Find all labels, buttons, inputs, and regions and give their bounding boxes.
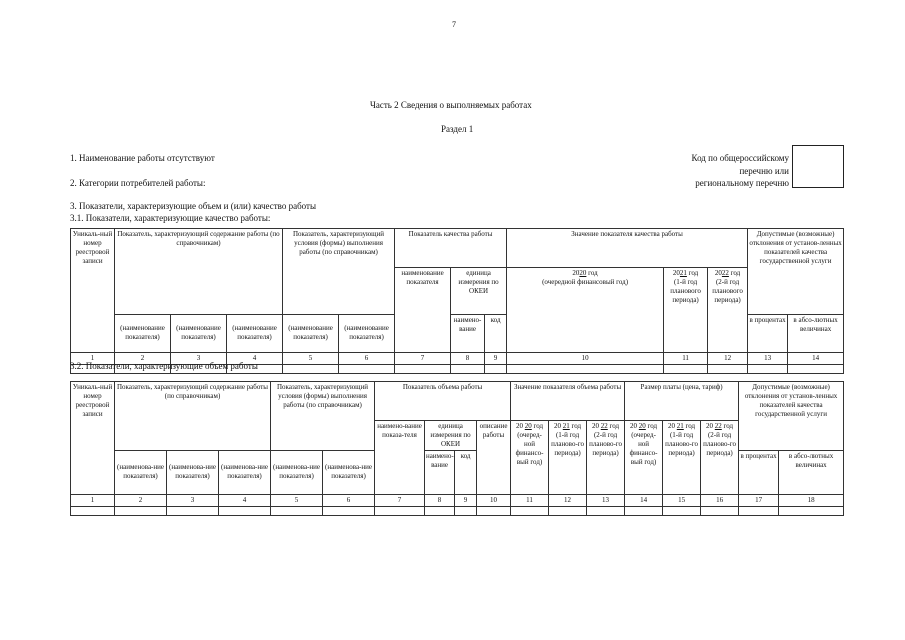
year-subtitle: (1-й год планово-го периода) [665, 430, 698, 457]
column-number: 13 [748, 352, 788, 364]
year-prefix: 20 [706, 421, 714, 430]
year-subtitle: (очеред-ной финансо-вый год) [515, 430, 544, 466]
naim-header: (наименова-ние показателя) [323, 450, 375, 494]
value-year-3-header [587, 420, 625, 494]
column-number: 1 [71, 352, 115, 364]
column-number: 4 [219, 494, 271, 506]
price-year-3-header [701, 420, 739, 494]
year-value: 20 [579, 268, 587, 277]
unit-name-header: наимено-вание [425, 450, 455, 494]
price-header: Размер платы (цена, тариф) [625, 382, 739, 421]
indicator-name-header: наимено-вание показа-теля [375, 420, 425, 494]
volume-table [70, 381, 844, 516]
year-value: 21 [676, 421, 684, 430]
conditions-header: Показатель, характеризующий условия (формы) выполнения работы (по справочникам) [283, 229, 395, 315]
quality-values-header: Значение показателя качества работы [507, 229, 748, 268]
column-number: 9 [455, 494, 477, 506]
column-number: 14 [625, 494, 663, 506]
quality-indicator-header: Показатель качества работы [395, 229, 507, 268]
table-cell[interactable] [219, 506, 271, 515]
year-value: 20 [524, 421, 532, 430]
column-number: 10 [477, 494, 511, 506]
year-value: 22 [721, 268, 729, 277]
unique-number-header: Уникаль-ный номер реестровой записи [71, 382, 115, 495]
content-header: Показатель, характеризующий содержание работы (по справочникам) [115, 229, 283, 315]
column-number: 10 [507, 352, 664, 364]
column-number: 7 [375, 494, 425, 506]
naim-header: (наименование показателя) [339, 314, 395, 352]
year-subtitle: (2-й год планово-го периода) [703, 430, 736, 457]
table-cell[interactable] [375, 506, 425, 515]
column-number: 1 [71, 494, 115, 506]
indicator-name-header: наименование показателя [395, 267, 451, 352]
year-2-header [664, 267, 708, 352]
year-subtitle: (очеред-ной финансо-вый год) [629, 430, 658, 466]
year-subtitle: (1-й год планового периода) [670, 277, 701, 304]
year-suffix: год [683, 421, 696, 430]
naim-header: (наименование показателя) [227, 314, 283, 352]
table-cell[interactable] [71, 506, 115, 515]
year-suffix: год [728, 268, 741, 277]
code-label [692, 152, 789, 190]
table-cell[interactable] [507, 364, 664, 373]
code-label-line: региональному перечню [695, 178, 789, 188]
table-cell[interactable] [115, 506, 167, 515]
code-label-line: Код по общероссийскому [691, 153, 789, 163]
section-title: Раздел 1 [441, 124, 474, 134]
year-prefix: 20 [572, 268, 580, 277]
percent-header: в процентах [739, 450, 779, 494]
naim-header: (наименование показателя) [171, 314, 227, 352]
year-suffix: год [607, 421, 620, 430]
year-suffix: год [645, 421, 658, 430]
column-number: 6 [323, 494, 375, 506]
indicators-heading: 3. Показатели, характеризующие объем и (или) качество работы [70, 201, 317, 211]
column-number: 8 [425, 494, 455, 506]
year-suffix: год [531, 421, 544, 430]
year-prefix: 20 [714, 268, 722, 277]
volume-heading: 3.2. Показатели, характеризующие объем работы [70, 361, 258, 371]
year-1-header [507, 267, 664, 352]
column-number: 3 [171, 352, 227, 364]
column-number: 5 [283, 352, 339, 364]
unit-code-header: код [455, 450, 477, 494]
table-cell[interactable] [485, 364, 507, 373]
year-subtitle: (2-й год планового периода) [712, 277, 743, 304]
volume-values-header: Значение показателя объема работы [511, 382, 625, 421]
table-cell[interactable] [455, 506, 477, 515]
year-prefix: 20 [516, 421, 524, 430]
naim-header: (наименова-ние показателя) [115, 450, 167, 494]
column-number: 11 [511, 494, 549, 506]
price-year-2-header [663, 420, 701, 494]
column-number: 15 [663, 494, 701, 506]
table-cell[interactable] [511, 506, 549, 515]
deviation-spacer [748, 267, 844, 314]
year-subtitle: (очередной финансовый год) [542, 277, 629, 286]
year-value: 20 [638, 421, 646, 430]
quality-heading: 3.1. Показатели, характеризующие качество работы: [70, 213, 271, 223]
column-number: 11 [664, 352, 708, 364]
table-cell[interactable] [451, 364, 485, 373]
unit-header: единица измерения по ОКЕИ [451, 267, 507, 314]
column-number: 9 [485, 352, 507, 364]
column-number: 14 [788, 352, 844, 364]
part-title: Часть 2 Сведения о выполняемых работах [370, 100, 532, 110]
year-suffix: год [586, 268, 598, 277]
year-prefix: 20 [672, 268, 680, 277]
table-cell[interactable] [283, 364, 339, 373]
column-number: 2 [115, 494, 167, 506]
consumer-categories: 2. Категории потребителей работы: [70, 178, 206, 188]
year-suffix: год [721, 421, 734, 430]
value-year-1-header [511, 420, 549, 494]
table-cell[interactable] [701, 506, 739, 515]
year-subtitle: (1-й год планово-го периода) [551, 430, 584, 457]
column-number: 3 [167, 494, 219, 506]
year-3-header [708, 267, 748, 352]
table-cell[interactable] [739, 506, 779, 515]
unit-name-header: наимено-вание [451, 314, 485, 352]
table-cell[interactable] [477, 506, 511, 515]
naim-header: (наименование показателя) [115, 314, 171, 352]
value-year-2-header [549, 420, 587, 494]
column-number: 12 [708, 352, 748, 364]
table-cell[interactable] [625, 506, 663, 515]
year-prefix: 20 [630, 421, 638, 430]
year-suffix: год [569, 421, 582, 430]
content-header: Показатель, характеризующий содержание работы (по справочникам) [115, 382, 271, 451]
column-number: 4 [227, 352, 283, 364]
table-cell[interactable] [587, 506, 625, 515]
column-number: 13 [587, 494, 625, 506]
year-suffix: год [686, 268, 699, 277]
table-cell[interactable] [549, 506, 587, 515]
naim-header: (наименова-ние показателя) [219, 450, 271, 494]
table-cell[interactable] [708, 364, 748, 373]
year-value: 21 [562, 421, 570, 430]
quality-table [70, 228, 844, 374]
deviation-spacer [739, 420, 844, 450]
year-prefix: 20 [668, 421, 676, 430]
column-number: 18 [779, 494, 844, 506]
column-number: 5 [271, 494, 323, 506]
deviation-header: Допустимые (возможные) отклонения от установ-ленных показателей качества государственной услуги [739, 382, 844, 421]
year-prefix: 20 [592, 421, 600, 430]
percent-header: в процентах [748, 314, 788, 352]
volume-indicator-header: Показатель объема работы [375, 382, 511, 421]
column-number: 7 [395, 352, 451, 364]
table-cell[interactable] [167, 506, 219, 515]
price-year-1-header [625, 420, 663, 494]
unit-code-header: код [485, 314, 507, 352]
absolute-header: в абсо-лютных величинах [779, 450, 844, 494]
page-number: 7 [452, 20, 456, 29]
table-cell[interactable] [788, 364, 844, 373]
year-value: 22 [714, 421, 722, 430]
table-cell[interactable] [748, 364, 788, 373]
table-cell[interactable] [339, 364, 395, 373]
table-cell[interactable] [323, 506, 375, 515]
year-prefix: 20 [554, 421, 562, 430]
column-number: 6 [339, 352, 395, 364]
year-value: 21 [679, 268, 687, 277]
conditions-header: Показатель, характеризующий условия (формы) выполнения работы (по справочникам) [271, 382, 375, 451]
table-cell[interactable] [395, 364, 451, 373]
code-box [792, 145, 844, 188]
table-cell[interactable] [664, 364, 708, 373]
code-label-line: перечню или [739, 165, 789, 176]
table-cell[interactable] [779, 506, 844, 515]
deviation-header: Допустимые (возможные) отклонения от установ-ленных показателей качества государственной услуги [749, 230, 842, 265]
column-number: 17 [739, 494, 779, 506]
unit-header: единица измерения по ОКЕИ [425, 420, 477, 450]
table-cell[interactable] [663, 506, 701, 515]
column-number: 16 [701, 494, 739, 506]
absolute-header: в абсо-лютных величинах [788, 314, 844, 352]
naim-header: (наименова-ние показателя) [271, 450, 323, 494]
table-cell[interactable] [425, 506, 455, 515]
description-header: описание работы [477, 420, 511, 494]
naim-header: (наименова-ние показателя) [167, 450, 219, 494]
year-subtitle: (2-й год планово-го периода) [589, 430, 622, 457]
table-row [71, 506, 844, 515]
column-number: 8 [451, 352, 485, 364]
column-number: 12 [549, 494, 587, 506]
naim-header: (наименование показателя) [283, 314, 339, 352]
year-value: 22 [600, 421, 608, 430]
work-name: 1. Наименование работы отсутствуют [70, 153, 215, 163]
unique-number-header: Уникаль-ный номер реестровой записи [71, 229, 115, 353]
table-cell[interactable] [271, 506, 323, 515]
column-number: 2 [115, 352, 171, 364]
